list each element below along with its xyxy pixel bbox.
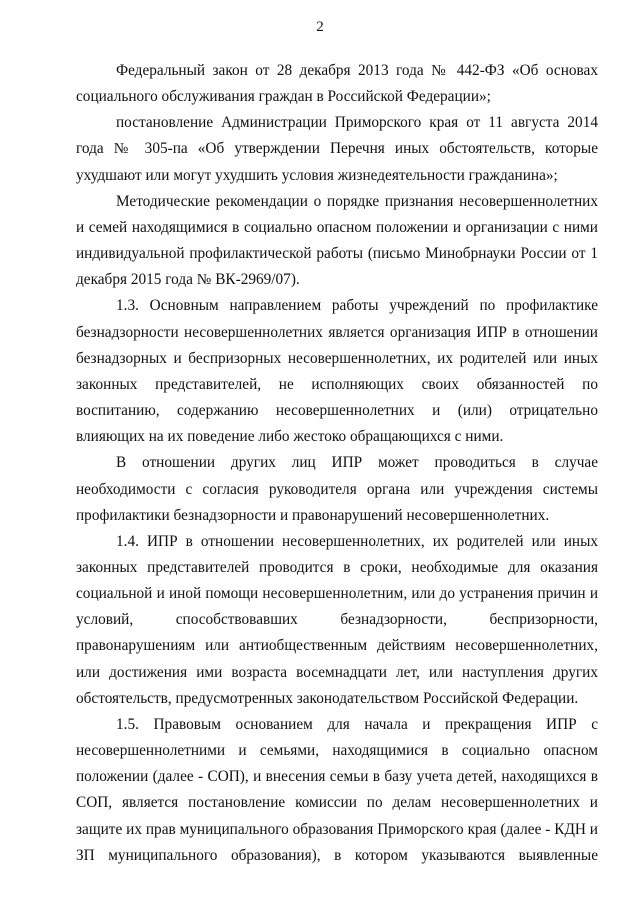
page-number: 2 <box>316 19 324 35</box>
paragraph-section-1-5: 1.5. Правовым основанием для начала и прекращения ИПР с несовершеннолетними и семьями, находящимися в социально опасном положении (далее - СОП), и внесения семьи в базу учета детей, находящихся в СОП, является постановление комиссии по делам несовершеннолетних и защите их прав муниципального образования Приморского края (далее - КДН и ЗП муниципального образования), в котором указываются выявленные <box>76 715 598 864</box>
paragraph-other-persons: В отношении других лиц ИПР может проводиться в случае необходимости с согласия руководителя органа или учреждения системы профилактики безнадзорности и правонарушений несовершеннолетних. <box>76 454 598 524</box>
document-body <box>76 58 598 869</box>
paragraph-section-1-3: 1.3. Основным направлением работы учреждений по профилактике безнадзорности несовершеннолетних является организация ИПР в отношении безнадзорных и беспризорных несовершеннолетних, их родителей или иных законных представителей, не исполняющих своих обязанностей по воспитанию, содержанию несовершеннолетних и (или) отрицательно влияющих на их поведение либо жестоко обращающихся с ними. <box>76 297 598 446</box>
paragraph-federal-law: Федеральный закон от 28 декабря 2013 года № 442-ФЗ «Об основах социального обслуживания граждан в Российской Федерации»; <box>76 62 598 106</box>
paragraph-administration-resolution: постановление Администрации Приморского края от 11 августа 2014 года № 305-па «Об утверждении Перечня иных обстоятельств, которые ухудшают или могут ухудшить условия жизнедеятельности гражданина»; <box>76 114 598 184</box>
paragraph-section-1-4: 1.4. ИПР в отношении несовершеннолетних, их родителей или иных законных представителей проводится в сроки, необходимые для оказания социальной и иной помощи несовершеннолетним, или до устранения причин и условий, способствовавших безнадзорности, беспризорности, правонарушениям или антиобщественным действиям несовершеннолетних, или достижения ими возраста восемнадцати лет, или наступления других обстоятельств, предусмотренных законодательством Российской Федерации. <box>76 532 598 707</box>
paragraph-methodical-recommendations: Методические рекомендации о порядке признания несовершеннолетних и семей находящимися в социально опасном положении и организации с ними индивидуальной профилактической работы (письмо Минобрнауки России от 1 декабря 2015 года № ВК-2969/07). <box>76 192 598 289</box>
